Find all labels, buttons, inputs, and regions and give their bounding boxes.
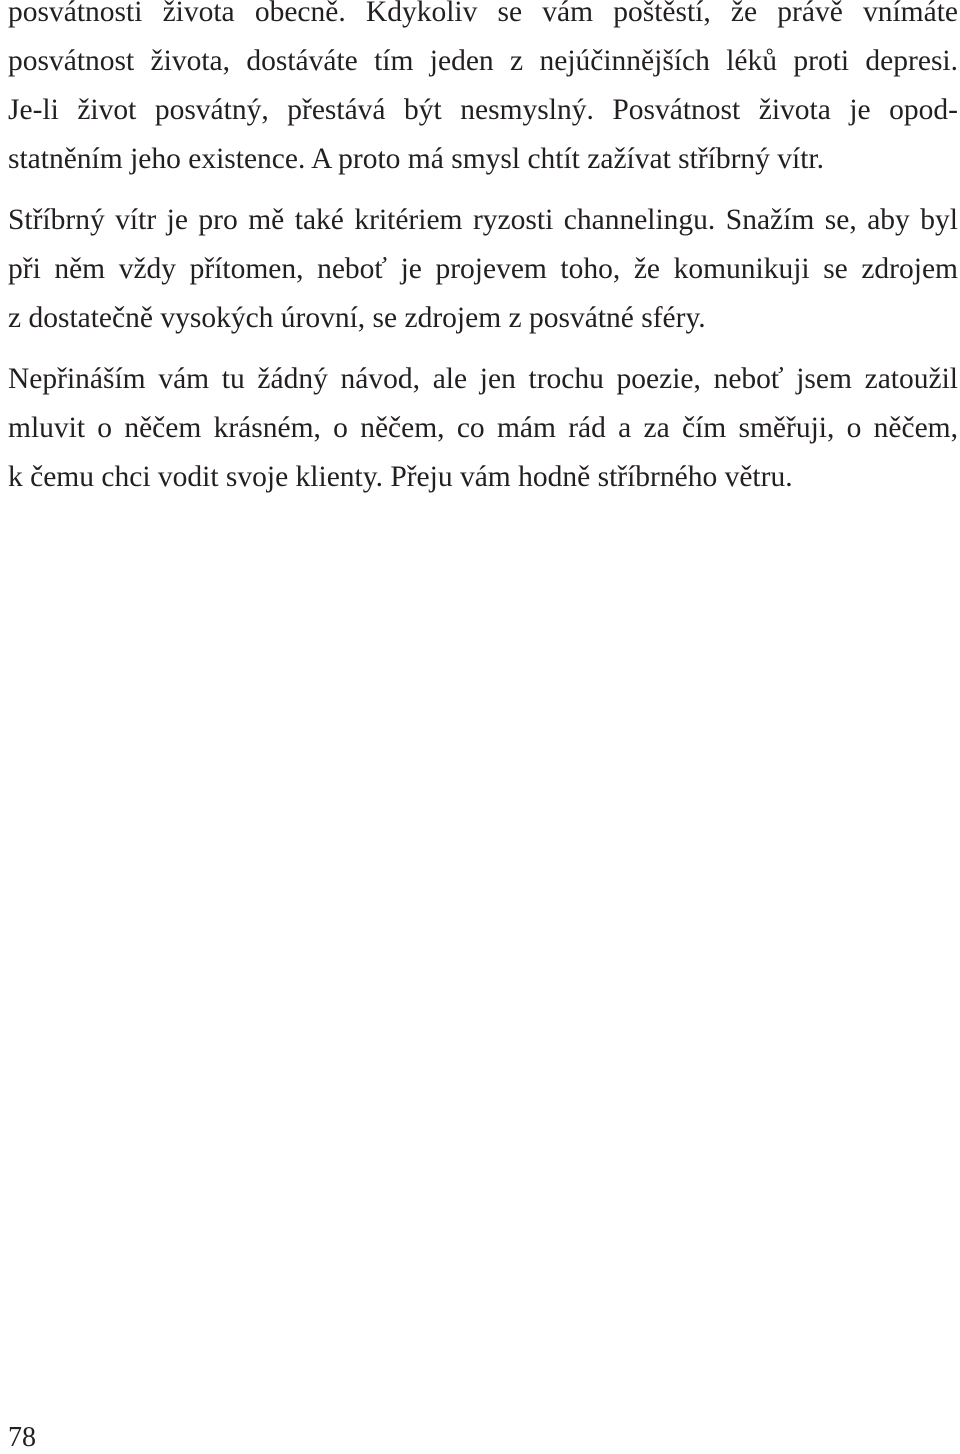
text-line: mluvit o něčem krásném, o něčem, co mám rád a za čím směřuji, o něčem, xyxy=(8,412,958,444)
page-number: 78 xyxy=(8,1422,36,1453)
text-line: Nepřináším vám tu žádný návod, ale jen trochu poezie, neboť jsem zatoužil xyxy=(8,363,958,395)
paragraph xyxy=(8,355,958,502)
paragraph-gap xyxy=(8,343,958,355)
paragraph xyxy=(8,0,958,184)
text-line: při něm vždy přítomen, neboť je projevem toho, že komunikuji se zdrojem xyxy=(8,253,958,285)
text-line: posvátnosti života obecně. Kdykoliv se vám poštěstí, že právě vnímáte xyxy=(8,0,958,28)
text-line: z dostatečně vysokých úrovní, se zdrojem z posvátné sféry. xyxy=(8,302,706,334)
text-line: posvátnost života, dostáváte tím jeden z nejúčinnějších léků proti depresi. xyxy=(8,45,958,77)
text-line: Stříbrný vítr je pro mě také kritériem ryzosti channelingu. Snažím se, aby byl xyxy=(8,204,958,236)
body-text xyxy=(8,0,958,502)
paragraph-gap xyxy=(8,184,958,196)
text-line: statněním jeho existence. A proto má smysl chtít zažívat stříbrný vítr. xyxy=(8,143,825,175)
paragraph xyxy=(8,196,958,343)
text-line: k čemu chci vodit svoje klienty. Přeju vám hodně stříbrného větru. xyxy=(8,461,793,493)
text-line: Je-li život posvátný, přestává být nesmyslný. Posvátnost života je opod- xyxy=(8,94,958,126)
